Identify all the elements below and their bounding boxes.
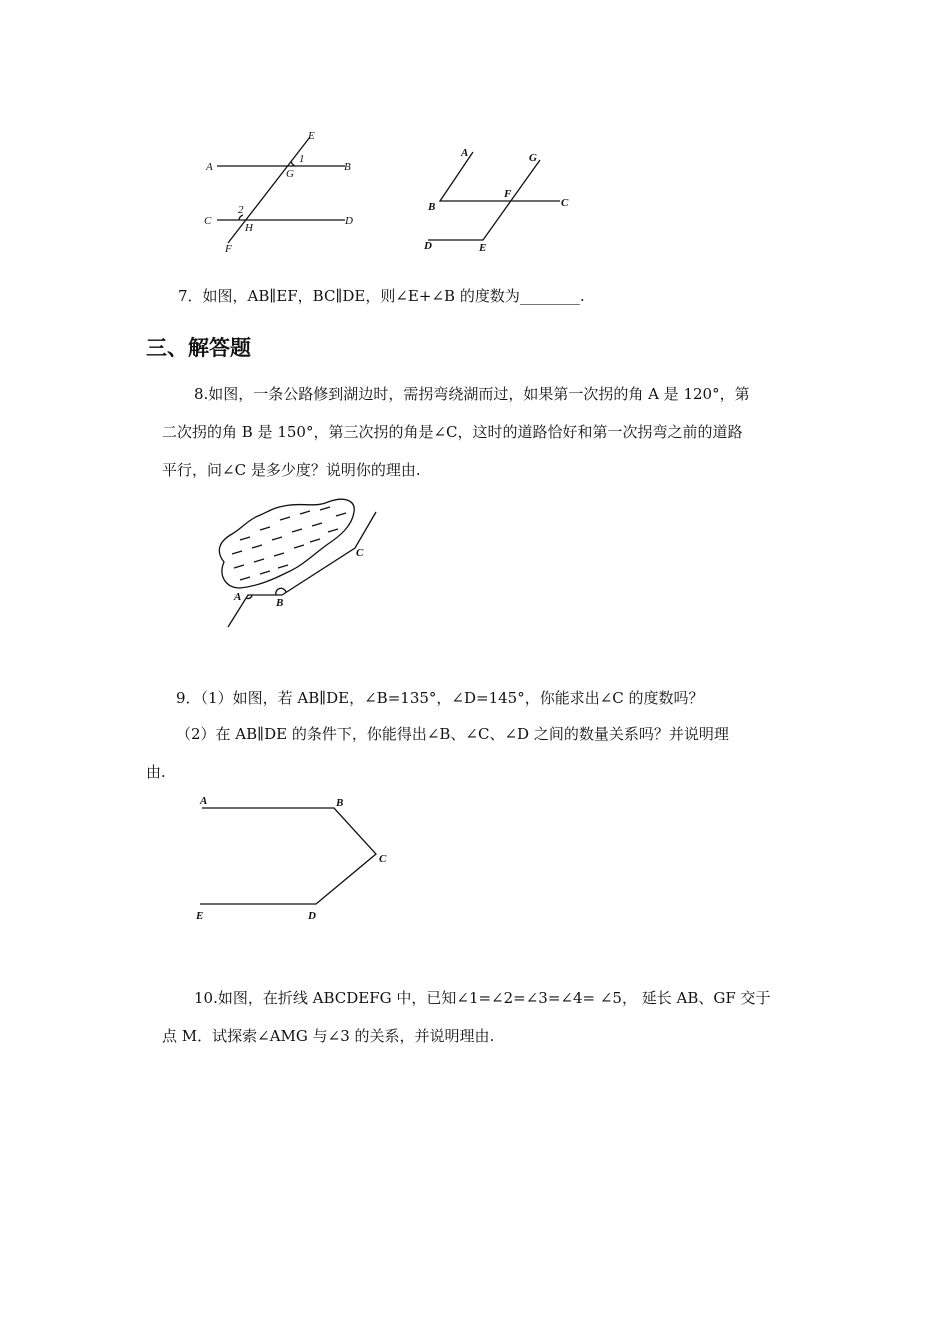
label-d: D <box>345 215 353 227</box>
line-a-b-c <box>440 152 560 201</box>
question-9-line-3: 由. <box>146 763 166 781</box>
label-e: E <box>196 910 204 922</box>
question-9-line-1: 9．（1）如图，若 AB∥DE，∠B=135°，∠D=145°，你能求出∠C 的度数吗？ <box>176 689 704 707</box>
question-10-line-1: 10.如图，在折线 ABCDEFG 中，已知∠1=∠2=∠3=∠4= ∠5， 延长 AB、GF 交于 <box>194 989 771 1007</box>
lake-outline <box>219 499 354 588</box>
label-e: E <box>308 130 315 142</box>
angle-mark-1 <box>291 161 295 166</box>
line-d-e-g <box>428 160 540 240</box>
label-1: 1 <box>299 153 305 165</box>
question-9-line-2: （2）在 AB∥DE 的条件下，你能得出∠B、∠C、∠D 之间的数量关系吗？并说明理 <box>176 725 729 743</box>
label-f: F <box>504 188 512 200</box>
label-c: C <box>561 197 569 209</box>
label-b: B <box>428 201 436 213</box>
question-8-line-2: 二次拐的角 B 是 150°，第三次拐的角是∠C，这时的道路恰好和第一次拐弯之前的道路 <box>162 423 743 441</box>
figure-parallel-transversal <box>195 125 365 260</box>
figure-lake-road <box>210 490 390 635</box>
label-h: H <box>245 222 253 234</box>
label-b: B <box>336 797 344 809</box>
label-g: G <box>529 152 537 164</box>
question-10-line-2: 点 M．试探索∠AMG 与∠3 的关系，并说明理由. <box>162 1027 495 1045</box>
question-8-line-1: 8.如图，一条公路修到湖边时，需拐弯绕湖而过，如果第一次拐的角 A 是 120°，第 <box>194 385 750 403</box>
label-d: D <box>308 910 316 922</box>
question-7: 7．如图，AB∥EF，BC∥DE，则∠E+∠B 的度数为________. <box>178 287 585 305</box>
line-a-b-c-d-e <box>200 808 376 904</box>
label-2: 2 <box>238 204 244 216</box>
label-a: A <box>234 591 242 603</box>
label-d: D <box>424 240 432 252</box>
label-c: C <box>356 547 364 559</box>
label-c: C <box>379 853 387 865</box>
label-b: B <box>344 161 351 173</box>
label-a: A <box>200 795 208 807</box>
line-ef <box>228 137 310 243</box>
figure-bent-line <box>190 790 400 925</box>
label-e: E <box>479 242 487 254</box>
label-b: B <box>276 597 284 609</box>
label-a: A <box>206 161 213 173</box>
question-8-line-3: 平行，问∠C 是多少度？说明你的理由. <box>162 461 421 479</box>
label-f: F <box>225 243 232 255</box>
label-g: G <box>286 168 294 180</box>
figure-parallel-angles <box>420 140 580 255</box>
label-a: A <box>461 147 469 159</box>
label-c: C <box>204 215 212 227</box>
section-heading: 三、解答题 <box>146 336 251 360</box>
